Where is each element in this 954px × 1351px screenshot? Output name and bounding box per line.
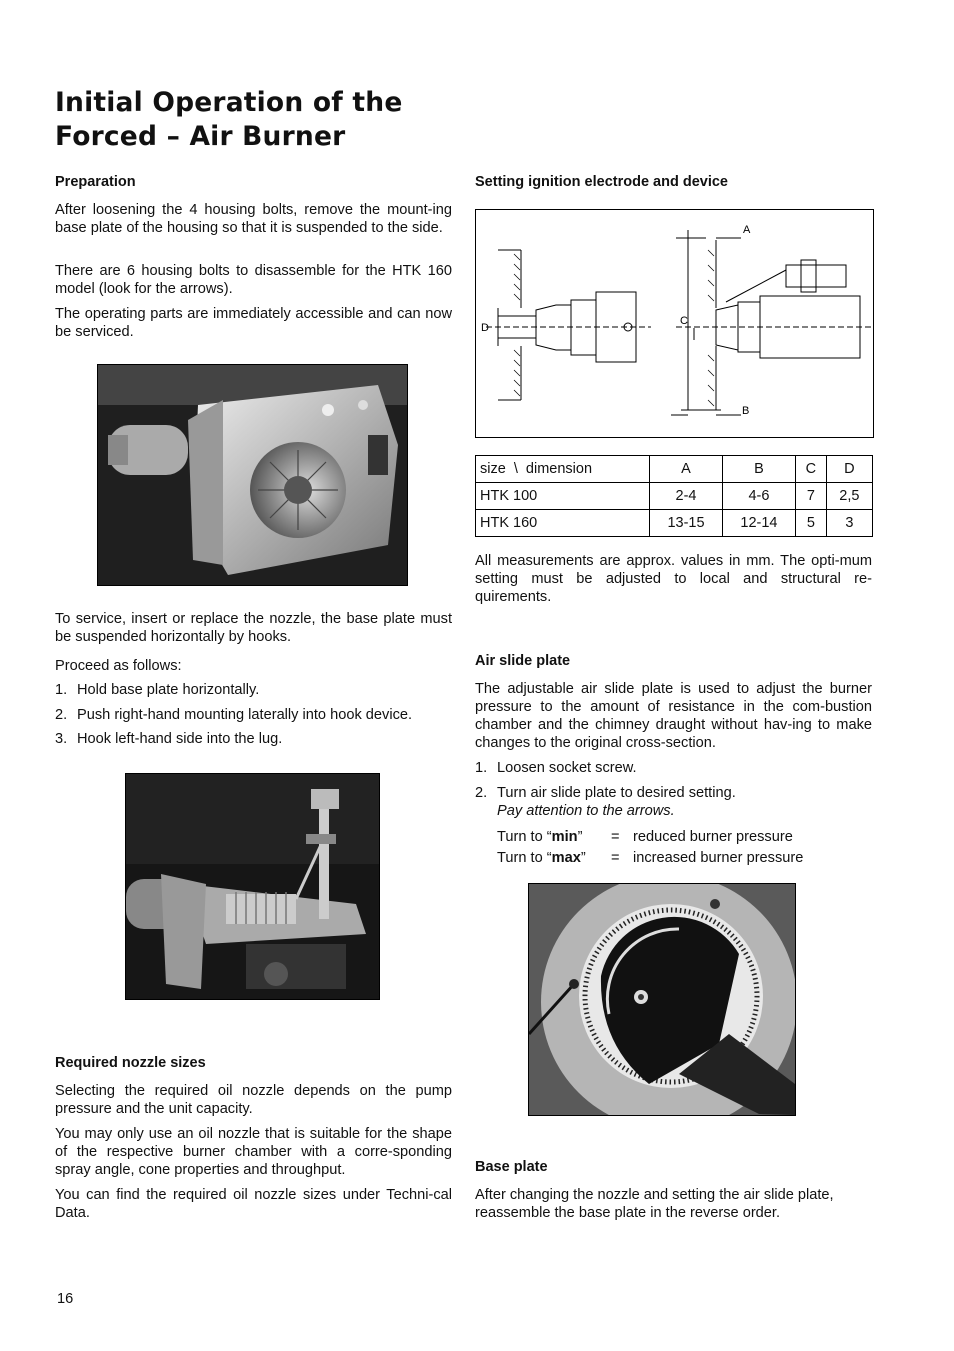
table-cell: 4-6 [722, 483, 795, 510]
base-plate-heading: Base plate [475, 1159, 548, 1175]
turn-min-equals: = [611, 829, 620, 845]
table-header-cell: D [826, 456, 872, 483]
preparation-heading: Preparation [55, 174, 136, 190]
nozzle-paragraph-3: You can find the required oil nozzle sizes under Techni-cal Data. [55, 1187, 452, 1221]
burner-photo [97, 364, 408, 586]
list-number: 1. [55, 682, 68, 698]
turn-max-desc: increased burner pressure [633, 850, 804, 866]
table-header-cell: size \ dimension [476, 456, 650, 483]
turn-min-desc: reduced burner pressure [633, 829, 793, 845]
base-plate-paragraph: After changing the nozzle and setting the air slide plate, reassemble the base plate in the reverse order. [475, 1187, 834, 1221]
list-text: Loosen socket screw. [497, 760, 637, 776]
table-cell: 2,5 [826, 483, 872, 510]
list-text: Push right-hand mounting laterally into hook device. [77, 707, 413, 723]
turn-max-equals: = [611, 850, 620, 866]
page-title [55, 86, 403, 154]
table-cell: 12-14 [722, 510, 795, 537]
list-number: 2. [475, 785, 488, 801]
proceed-text: Proceed as follows: [55, 658, 182, 674]
svg-text:A: A [743, 224, 751, 236]
electrode-heading: Setting ignition electrode and device [475, 174, 728, 190]
table-header-cell: A [650, 456, 723, 483]
service-paragraph: To service, insert or replace the nozzle, the base plate must be suspended horizontally by hooks. [55, 611, 452, 645]
table-header-cell: C [795, 456, 826, 483]
list-text: Hook left-hand side into the lug. [77, 731, 283, 747]
list-number: 2. [55, 707, 68, 723]
prep-paragraph-2: There are 6 housing bolts to disassemble for the HTK 160 model (look for the arrows). [55, 263, 452, 297]
list-text: Turn air slide plate to desired setting. [497, 785, 736, 801]
table-cell: HTK 160 [476, 510, 650, 537]
nozzle-paragraph-2: You may only use an oil nozzle that is suitable for the shape of the respective burner chamber with a corre-sponding spray angle, cone properties and throughput. [55, 1126, 452, 1178]
table-row [476, 510, 873, 537]
base-plate-photo [125, 773, 380, 1000]
electrode-diagram [475, 209, 874, 438]
page-number: 16 [57, 1291, 74, 1307]
turn-max-label: Turn to “max” [497, 850, 586, 866]
title-line-1: Initial Operation of the [55, 87, 403, 118]
prep-paragraph-1: After loosening the 4 housing bolts, remove the mount-ing base plate of the housing so that it is suspended to the side. [55, 202, 452, 236]
nozzle-paragraph-1: Selecting the required oil nozzle depends on the pump pressure and the unit capacity. [55, 1083, 452, 1117]
table-row [476, 483, 873, 510]
table-cell: 3 [826, 510, 872, 537]
table-cell: HTK 100 [476, 483, 650, 510]
list-number: 3. [55, 731, 68, 747]
table-cell: 7 [795, 483, 826, 510]
table-cell: 5 [795, 510, 826, 537]
nozzle-heading: Required nozzle sizes [55, 1055, 206, 1071]
svg-text:B: B [742, 405, 750, 417]
list-number: 1. [475, 760, 488, 776]
svg-text:C: C [680, 315, 688, 327]
air-slide-photo [528, 883, 796, 1116]
svg-text:D: D [481, 322, 489, 334]
turn-min-label: Turn to “min” [497, 829, 583, 845]
table-header-row [476, 456, 873, 483]
air-slide-heading: Air slide plate [475, 653, 571, 669]
dimensions-table [475, 455, 873, 537]
prep-paragraph-3: The operating parts are immediately accessible and can now be serviced. [55, 306, 452, 340]
arrows-note: Pay attention to the arrows. [497, 803, 675, 819]
table-cell: 2-4 [650, 483, 723, 510]
measurements-paragraph: All measurements are approx. values in mm. The opti-mum setting must be adjusted to local and structural re-quirements. [475, 553, 872, 605]
table-cell: 13-15 [650, 510, 723, 537]
air-slide-paragraph: The adjustable air slide plate is used to adjust the burner pressure to the amount of resistance in the com-bustion chamber and the chimney draught without hav-ing to make changes to the original cross-section. [475, 681, 872, 751]
list-text: Hold base plate horizontally. [77, 682, 260, 698]
table-header-cell: B [722, 456, 795, 483]
title-line-2: Forced – Air Burner [55, 121, 346, 152]
